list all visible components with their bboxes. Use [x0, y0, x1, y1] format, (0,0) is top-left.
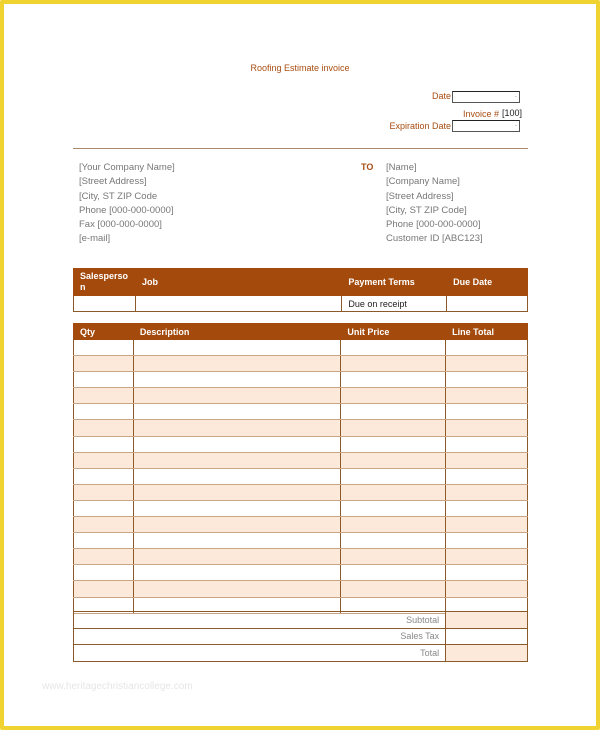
unit-price-cell[interactable]: [341, 388, 446, 404]
line-total-cell[interactable]: [446, 436, 528, 452]
header-description: Description: [133, 324, 341, 340]
table-row: [74, 436, 528, 452]
subtotal-value[interactable]: [446, 612, 528, 629]
qty-cell[interactable]: [74, 356, 134, 372]
items-table: [73, 323, 528, 614]
qty-cell[interactable]: [74, 452, 134, 468]
unit-price-cell[interactable]: [341, 436, 446, 452]
description-cell[interactable]: [133, 372, 341, 388]
header-salesperson: Salesperso n: [74, 269, 136, 296]
to-label: TO: [361, 162, 374, 172]
due-date-cell[interactable]: [447, 296, 528, 312]
expiration-date-label: Expiration Date: [389, 121, 451, 131]
items-table-header: [74, 324, 528, 340]
to-address: [386, 161, 483, 247]
sales-tax-row: [74, 628, 528, 645]
description-cell[interactable]: [133, 468, 341, 484]
description-cell[interactable]: [133, 404, 341, 420]
invoice-number-label: Invoice #: [462, 109, 499, 119]
line-total-cell[interactable]: [446, 484, 528, 500]
header-divider: [73, 148, 528, 149]
description-cell[interactable]: [133, 533, 341, 549]
description-cell[interactable]: [133, 436, 341, 452]
line-total-cell[interactable]: [446, 468, 528, 484]
unit-price-cell[interactable]: [341, 356, 446, 372]
from-phone[interactable]: Phone [000-000-0000]: [79, 204, 174, 216]
invoice-number-value[interactable]: [100]: [502, 108, 523, 118]
description-cell[interactable]: [133, 484, 341, 500]
job-table: [73, 268, 528, 312]
table-row: [74, 452, 528, 468]
line-total-cell[interactable]: [446, 549, 528, 565]
description-cell[interactable]: [133, 581, 341, 597]
table-row: [74, 549, 528, 565]
unit-price-cell[interactable]: [341, 500, 446, 516]
unit-price-cell[interactable]: [341, 581, 446, 597]
line-total-cell[interactable]: [446, 404, 528, 420]
table-row: [74, 500, 528, 516]
unit-price-cell[interactable]: [341, 533, 446, 549]
table-row: [74, 296, 528, 312]
line-total-cell[interactable]: [446, 340, 528, 356]
table-row: [74, 533, 528, 549]
to-customer-id[interactable]: Customer ID [ABC123]: [386, 233, 483, 245]
table-row: [74, 340, 528, 356]
qty-cell[interactable]: [74, 517, 134, 533]
line-total-cell[interactable]: [446, 452, 528, 468]
qty-cell[interactable]: [74, 484, 134, 500]
description-cell[interactable]: [133, 356, 341, 372]
qty-cell[interactable]: [74, 404, 134, 420]
to-city[interactable]: [City, ST ZIP Code]: [386, 204, 467, 216]
line-total-cell[interactable]: [446, 420, 528, 436]
qty-cell[interactable]: [74, 340, 134, 356]
line-total-cell[interactable]: [446, 356, 528, 372]
total-label: Total: [74, 645, 446, 662]
header-job: Job: [135, 269, 341, 296]
description-cell[interactable]: [133, 500, 341, 516]
job-cell[interactable]: [135, 296, 341, 312]
table-row: [74, 581, 528, 597]
line-total-cell[interactable]: [446, 581, 528, 597]
from-fax[interactable]: Fax [000-000-0000]: [79, 219, 162, 231]
description-cell[interactable]: [133, 565, 341, 581]
qty-cell[interactable]: [74, 549, 134, 565]
header-qty: Qty: [74, 324, 134, 340]
dropdown-icon[interactable]: .: [515, 121, 517, 128]
items-table-body: [74, 340, 528, 614]
table-row: [74, 388, 528, 404]
header-payment-terms: Payment Terms: [342, 269, 447, 296]
from-city[interactable]: [City, ST ZIP Code: [79, 190, 158, 202]
sales-tax-value[interactable]: [446, 628, 528, 645]
to-name[interactable]: [Name]: [386, 162, 417, 173]
table-row: [74, 372, 528, 388]
document-title: Roofing Estimate invoice: [250, 63, 350, 73]
table-row: [74, 565, 528, 581]
header-due-date: Due Date: [447, 269, 528, 296]
table-row: [74, 484, 528, 500]
unit-price-cell[interactable]: [341, 468, 446, 484]
table-row: [74, 468, 528, 484]
subtotal-label: Subtotal: [74, 612, 446, 629]
sales-tax-label: Sales Tax: [74, 628, 446, 645]
expiration-date-field[interactable]: [452, 120, 520, 132]
qty-cell[interactable]: [74, 388, 134, 404]
dropdown-icon[interactable]: .: [515, 92, 517, 99]
qty-cell[interactable]: [74, 420, 134, 436]
unit-price-cell[interactable]: [341, 484, 446, 500]
from-address: [79, 161, 175, 247]
description-cell[interactable]: [133, 420, 341, 436]
line-total-cell[interactable]: [446, 388, 528, 404]
date-label: Date: [431, 91, 451, 101]
table-row: [74, 404, 528, 420]
totals-table: [73, 611, 528, 662]
header-line-total: Line Total: [446, 324, 528, 340]
unit-price-cell[interactable]: [341, 452, 446, 468]
unit-price-cell[interactable]: [341, 517, 446, 533]
date-field[interactable]: [452, 91, 520, 103]
unit-price-cell[interactable]: [341, 565, 446, 581]
subtotal-row: [74, 612, 528, 629]
from-street[interactable]: [Street Address]: [79, 176, 147, 188]
line-total-cell[interactable]: [446, 372, 528, 388]
total-value[interactable]: [446, 645, 528, 662]
qty-cell[interactable]: [74, 500, 134, 516]
table-row: [74, 356, 528, 372]
to-phone[interactable]: Phone [000-000-0000]: [386, 219, 481, 231]
line-total-cell[interactable]: [446, 517, 528, 533]
description-cell[interactable]: [133, 452, 341, 468]
line-total-cell[interactable]: [446, 565, 528, 581]
description-cell[interactable]: [133, 340, 341, 356]
qty-cell[interactable]: [74, 372, 134, 388]
line-total-cell[interactable]: [446, 500, 528, 516]
description-cell[interactable]: [133, 388, 341, 404]
qty-cell[interactable]: [74, 565, 134, 581]
unit-price-cell[interactable]: [341, 404, 446, 420]
table-row: [74, 420, 528, 436]
unit-price-cell[interactable]: [341, 420, 446, 436]
to-company[interactable]: [Company Name]: [386, 176, 460, 188]
table-row: [74, 517, 528, 533]
qty-cell[interactable]: [74, 533, 134, 549]
salesperson-cell[interactable]: [74, 296, 136, 312]
qty-cell[interactable]: [74, 581, 134, 597]
to-street[interactable]: [Street Address]: [386, 190, 454, 202]
watermark: www.heritagechristiancollege.com: [42, 681, 193, 692]
from-company[interactable]: [Your Company Name]: [79, 162, 175, 173]
qty-cell[interactable]: [74, 468, 134, 484]
description-cell[interactable]: [133, 549, 341, 565]
unit-price-cell[interactable]: [341, 340, 446, 356]
line-total-cell[interactable]: [446, 533, 528, 549]
total-row: [74, 645, 528, 662]
job-table-header: [74, 269, 528, 296]
from-email[interactable]: [e-mail]: [79, 233, 111, 245]
unit-price-cell[interactable]: [341, 549, 446, 565]
unit-price-cell[interactable]: [341, 372, 446, 388]
payment-terms-cell[interactable]: Due on receipt: [342, 296, 447, 312]
header-unit-price: Unit Price: [341, 324, 446, 340]
qty-cell[interactable]: [74, 436, 134, 452]
description-cell[interactable]: [133, 517, 341, 533]
